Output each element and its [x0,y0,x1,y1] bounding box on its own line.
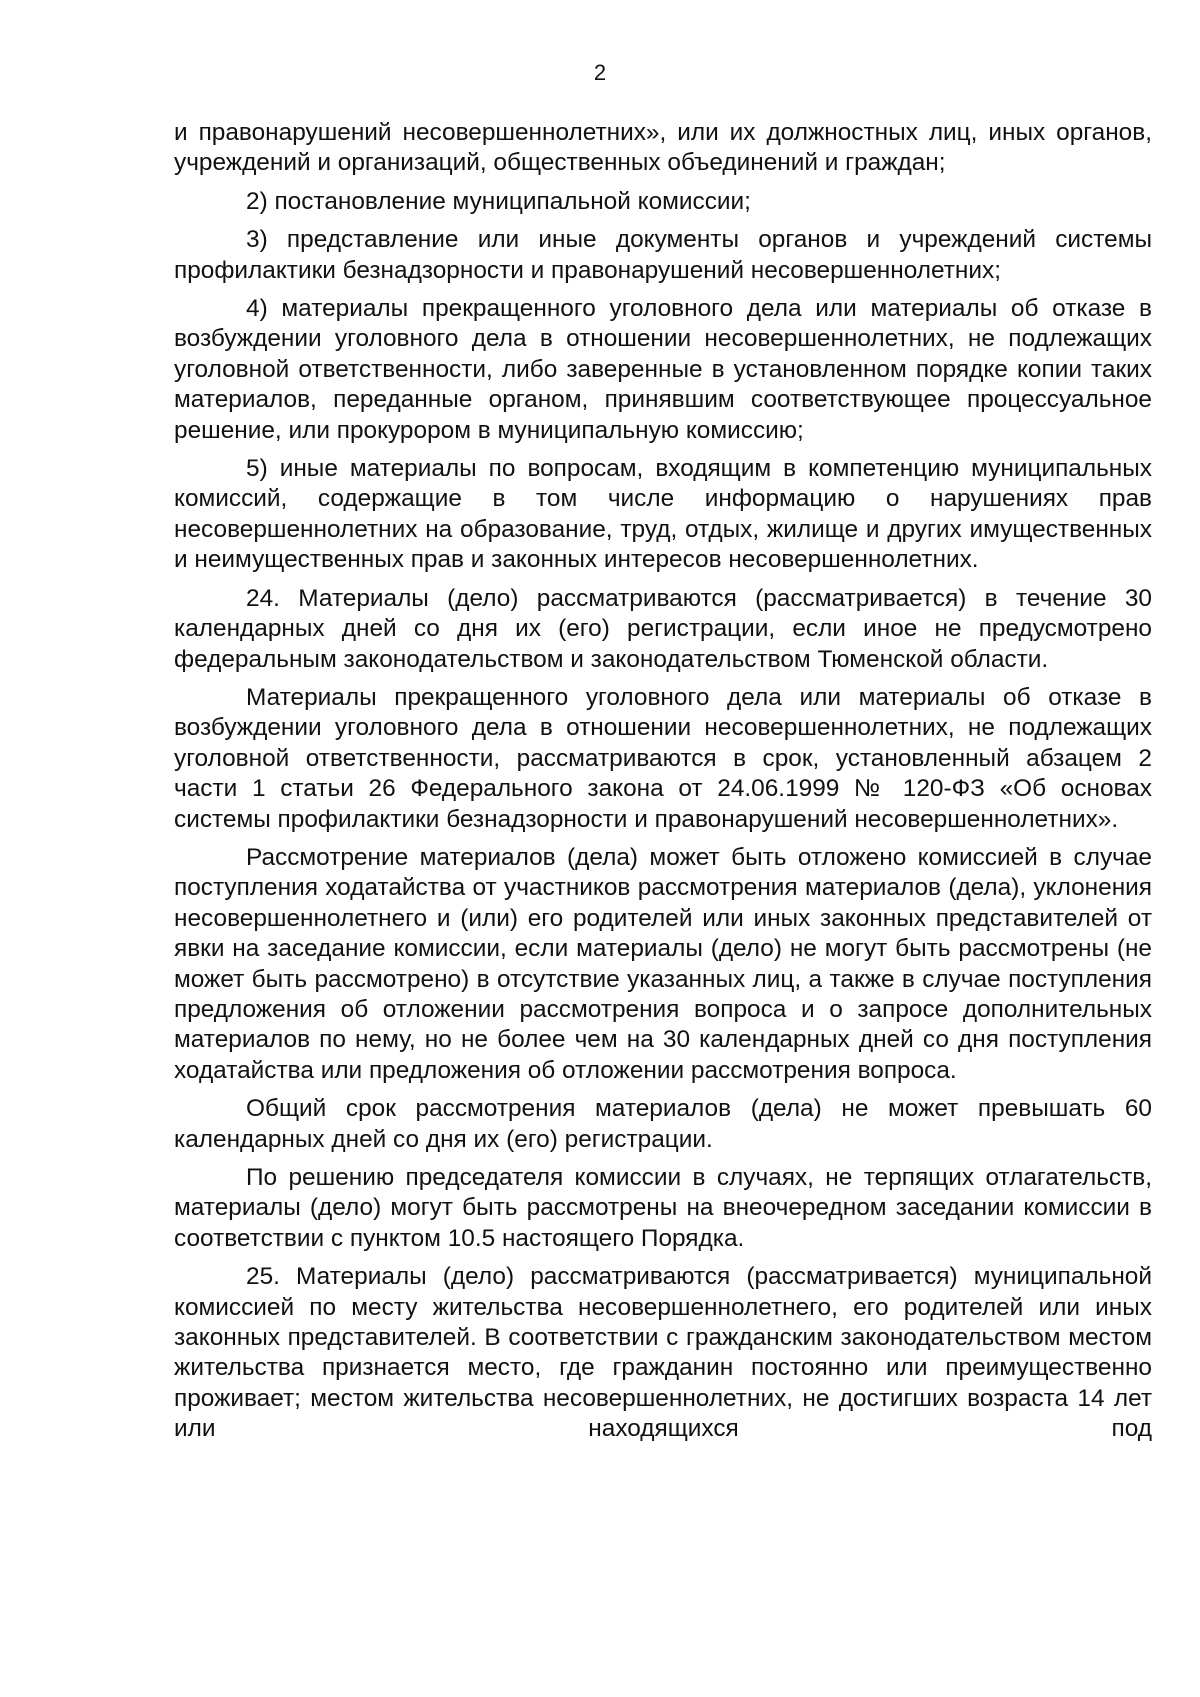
paragraph-continuation: и правонарушений несовершеннолетних», или их должностных лиц, иных органов, учреждений и организаций, общественных объединений и граждан; [174,119,1152,177]
paragraph-clause-24: 24. Материалы (дело) рассматриваются (рассматривается) в течение 30 календарных дней со дня их (его) регистрации, если иное не предусмотрено федеральным законодательством и законодательством Тюменской области. [174,584,1152,673]
paragraph-item-4: 4) материалы прекращенного уголовного дела или материалы об отказе в возбуждении уголовного дела в отношении несовершеннолетних, не подлежащих уголовной ответственности, либо заверенные в установленном порядке копии таких материалов, переданные органом, принявшим соответствующее процессуальное решение, или прокурором в муниципальную комиссию; [174,295,1152,444]
paragraph-item-2: 2) постановление муниципальной комиссии; [246,187,751,215]
paragraph-item-3: 3) представление или иные документы органов и учреждений системы профилактики безнадзорности и правонарушений несовершеннолетних; [174,226,1152,284]
paragraph-clause-25: 25. Материалы (дело) рассматриваются (рассматривается) муниципальной комиссией по месту жительства несовершеннолетнего, его родителей или иных законных представителей. В соответствии с гражданским законодательством местом жительства признается место, где гражданин постоянно или преимущественно проживает; местом жительства несовершеннолетних, не достигших возраста 14 лет или находящихся под [174,1263,1152,1443]
paragraph-postponement: Рассмотрение материалов (дела) может быть отложено комиссией в случае поступления ходатайства от участников рассмотрения материалов (дела), уклонения несовершеннолетнего и (или) его родителей или иных законных представителей от явки на заседание комиссии, если материалы (дело) не могут быть рассмотрены (не может быть рассмотрено) в отсутствие указанных лиц, а также в случае поступления предложения об отложении рассмотрения вопроса и о запросе дополнительных материалов по нему, но не более чем на 30 календарных дней со дня поступления ходатайства или предложения об отложении рассмотрения вопроса. [174,843,1152,1084]
document-body [174,118,1152,1453]
paragraph-total-term: Общий срок рассмотрения материалов (дела) не может превышать 60 календарных дней со дня их (его) регистрации. [174,1095,1152,1153]
paragraph-extraordinary-meeting: По решению председателя комиссии в случаях, не терпящих отлагательств, материалы (дело) могут быть рассмотрены на внеочередном заседании комиссии в соответствии с пунктом 10.5 настоящего Порядка. [174,1164,1152,1252]
paragraph-criminal-case-materials: Материалы прекращенного уголовного дела или материалы об отказе в возбуждении уголовного дела в отношении несовершеннолетних, не подлежащих уголовной ответственности, рассматриваются в срок, установленный абзацем 2 части 1 статьи 26 Федерального закона от 24.06.1999 № 120-ФЗ «Об основах системы профилактики безнадзорности и правонарушений несовершеннолетних». [174,683,1152,833]
paragraph-item-5: 5) иные материалы по вопросам, входящим в компетенцию муниципальных комиссий, содержащие в том числе информацию о нарушениях прав несовершеннолетних на образование, труд, отдых, жилище и других имущественных и неимущественных прав и законных интересов несовершеннолетних. [174,455,1152,574]
page-number: 2 [593,60,607,85]
